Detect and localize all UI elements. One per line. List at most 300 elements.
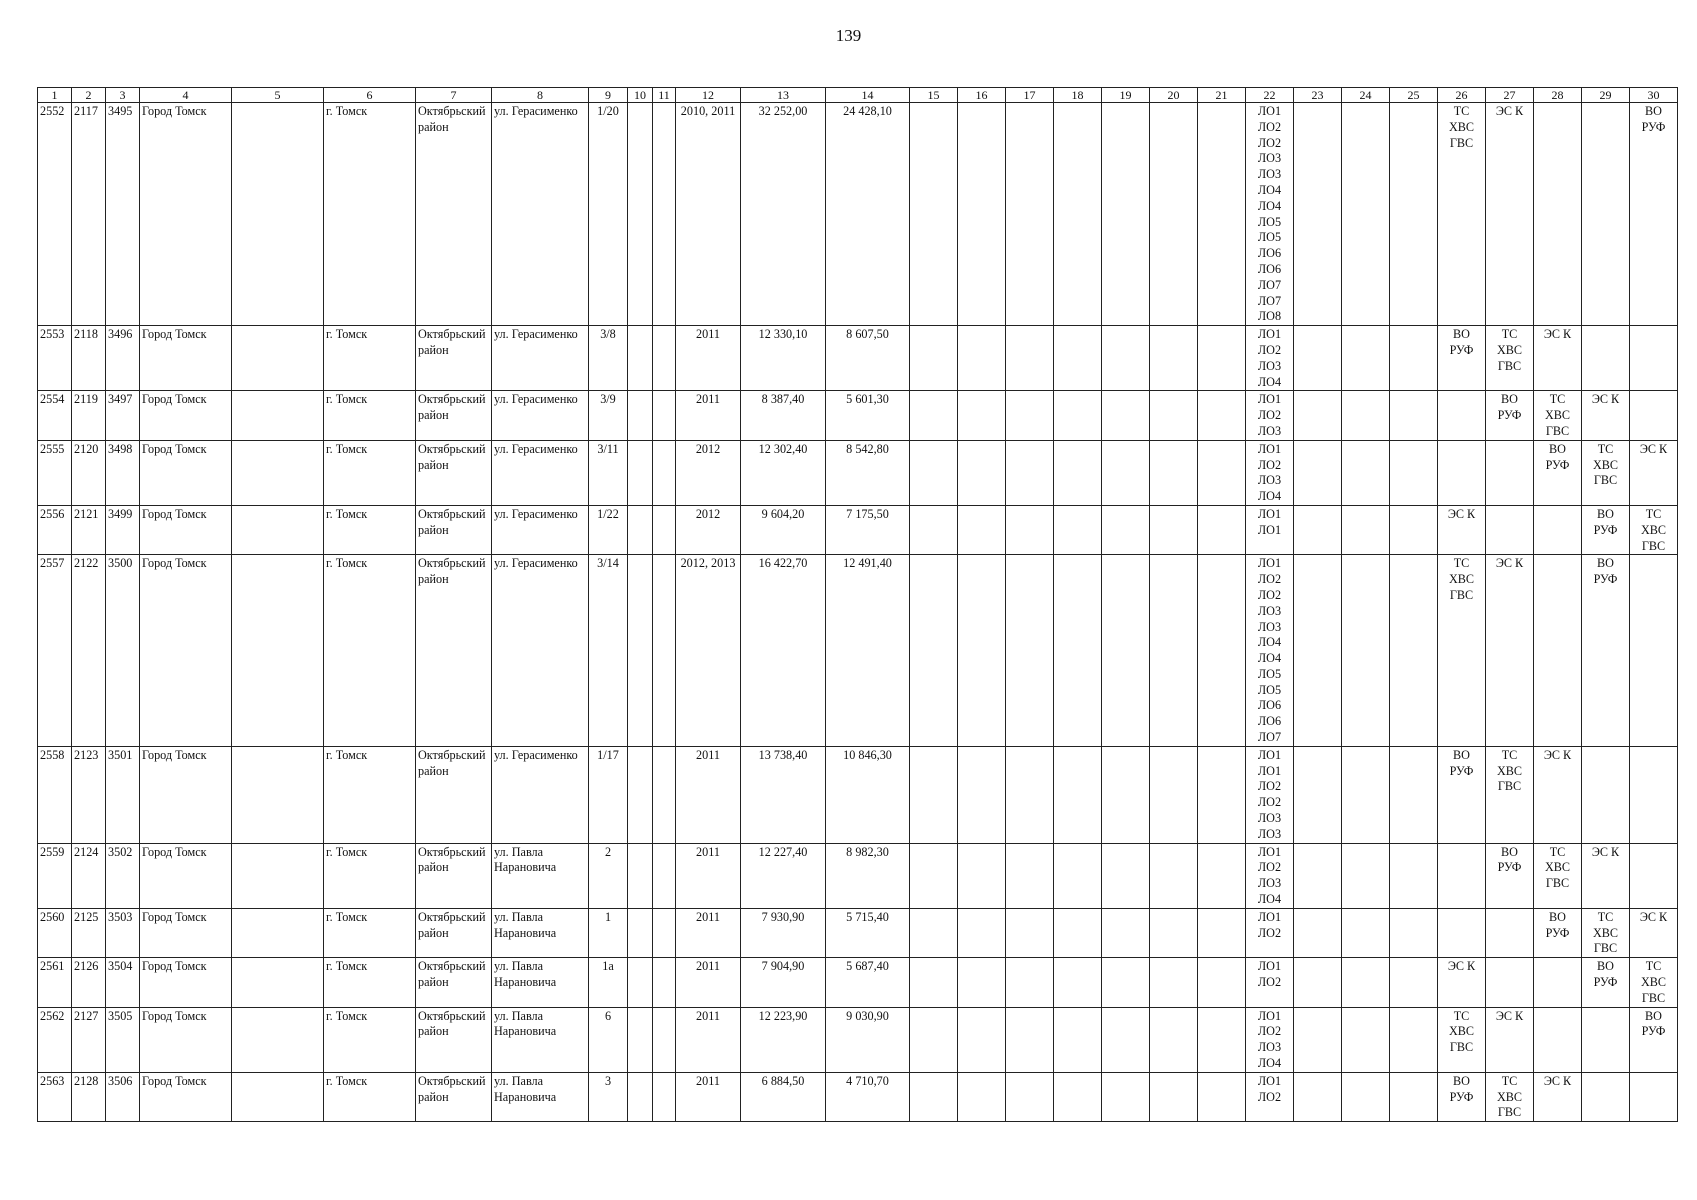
- cell-col-5: [232, 326, 324, 391]
- cell-col-25: [1390, 843, 1438, 908]
- cell-col-7: Октябрьский район: [416, 958, 492, 1007]
- cell-col-7: Октябрьский район: [416, 440, 492, 505]
- column-header-25: 25: [1390, 88, 1438, 103]
- cell-col-26: ЭС К: [1438, 958, 1486, 1007]
- cell-col-29: ВО РУФ: [1582, 555, 1630, 747]
- cell-col-18: [1054, 1007, 1102, 1072]
- cell-col-12: 2011: [676, 958, 741, 1007]
- cell-col-13: 12 223,90: [741, 1007, 826, 1072]
- cell-col-26: ТС ХВС ГВС: [1438, 103, 1486, 326]
- cell-col-18: [1054, 843, 1102, 908]
- column-header-2: 2: [72, 88, 106, 103]
- cell-col-14: 24 428,10: [826, 103, 910, 326]
- table-row: [38, 555, 1678, 747]
- cell-col-8: ул. Павла Нарановича: [492, 1072, 589, 1121]
- column-header-22: 22: [1246, 88, 1294, 103]
- cell-col-9: 1/20: [589, 103, 628, 326]
- cell-col-5: [232, 908, 324, 957]
- cell-col-2: 2117: [72, 103, 106, 326]
- cell-col-3: 3502: [106, 843, 140, 908]
- cell-col-30: [1630, 391, 1678, 440]
- cell-col-7: Октябрьский район: [416, 746, 492, 843]
- cell-col-28: ВО РУФ: [1534, 908, 1582, 957]
- cell-col-6: г. Томск: [324, 326, 416, 391]
- cell-col-17: [1006, 958, 1054, 1007]
- cell-col-11: [653, 505, 676, 554]
- cell-col-5: [232, 391, 324, 440]
- cell-col-17: [1006, 555, 1054, 747]
- cell-col-12: 2012: [676, 505, 741, 554]
- table-row: [38, 1007, 1678, 1072]
- cell-col-13: 7 904,90: [741, 958, 826, 1007]
- cell-col-13: 8 387,40: [741, 391, 826, 440]
- cell-col-19: [1102, 1007, 1150, 1072]
- cell-col-10: [628, 440, 653, 505]
- cell-col-19: [1102, 1072, 1150, 1121]
- cell-col-5: [232, 958, 324, 1007]
- cell-col-22: ЛО1 ЛО1: [1246, 505, 1294, 554]
- cell-col-15: [910, 555, 958, 747]
- table-row: [38, 908, 1678, 957]
- table-row: [38, 958, 1678, 1007]
- cell-col-16: [958, 1072, 1006, 1121]
- cell-col-27: ВО РУФ: [1486, 391, 1534, 440]
- cell-col-23: [1294, 1007, 1342, 1072]
- cell-col-5: [232, 505, 324, 554]
- cell-col-29: [1582, 1007, 1630, 1072]
- cell-col-5: [232, 746, 324, 843]
- cell-col-20: [1150, 958, 1198, 1007]
- column-header-20: 20: [1150, 88, 1198, 103]
- cell-col-9: 3/11: [589, 440, 628, 505]
- cell-col-29: [1582, 746, 1630, 843]
- page-number: 139: [835, 26, 862, 45]
- cell-col-8: ул. Павла Нарановича: [492, 843, 589, 908]
- cell-col-7: Октябрьский район: [416, 103, 492, 326]
- cell-col-20: [1150, 326, 1198, 391]
- cell-col-28: ТС ХВС ГВС: [1534, 391, 1582, 440]
- column-header-8: 8: [492, 88, 589, 103]
- cell-col-3: 3495: [106, 103, 140, 326]
- cell-col-20: [1150, 746, 1198, 843]
- column-header-9: 9: [589, 88, 628, 103]
- cell-col-14: 10 846,30: [826, 746, 910, 843]
- cell-col-1: 2560: [38, 908, 72, 957]
- cell-col-1: 2553: [38, 326, 72, 391]
- cell-col-20: [1150, 908, 1198, 957]
- cell-col-27: ВО РУФ: [1486, 843, 1534, 908]
- cell-col-21: [1198, 440, 1246, 505]
- cell-col-6: г. Томск: [324, 440, 416, 505]
- cell-col-12: 2011: [676, 843, 741, 908]
- cell-col-6: г. Томск: [324, 555, 416, 747]
- cell-col-24: [1342, 908, 1390, 957]
- cell-col-7: Октябрьский район: [416, 1072, 492, 1121]
- table-row: [38, 843, 1678, 908]
- cell-col-16: [958, 1007, 1006, 1072]
- cell-col-18: [1054, 555, 1102, 747]
- cell-col-23: [1294, 440, 1342, 505]
- cell-col-10: [628, 1007, 653, 1072]
- cell-col-24: [1342, 1007, 1390, 1072]
- cell-col-27: [1486, 505, 1534, 554]
- cell-col-25: [1390, 1072, 1438, 1121]
- column-header-17: 17: [1006, 88, 1054, 103]
- cell-col-4: Город Томск: [140, 555, 232, 747]
- cell-col-1: 2555: [38, 440, 72, 505]
- cell-col-15: [910, 908, 958, 957]
- cell-col-25: [1390, 440, 1438, 505]
- cell-col-3: 3503: [106, 908, 140, 957]
- cell-col-1: 2558: [38, 746, 72, 843]
- cell-col-2: 2119: [72, 391, 106, 440]
- cell-col-3: 3505: [106, 1007, 140, 1072]
- cell-col-8: ул. Герасименко: [492, 326, 589, 391]
- cell-col-18: [1054, 908, 1102, 957]
- cell-col-30: ТС ХВС ГВС: [1630, 505, 1678, 554]
- cell-col-9: 1/22: [589, 505, 628, 554]
- cell-col-17: [1006, 391, 1054, 440]
- column-header-26: 26: [1438, 88, 1486, 103]
- cell-col-14: 7 175,50: [826, 505, 910, 554]
- cell-col-11: [653, 746, 676, 843]
- registry-table: [37, 87, 1678, 1122]
- cell-col-10: [628, 555, 653, 747]
- cell-col-24: [1342, 746, 1390, 843]
- cell-col-2: 2121: [72, 505, 106, 554]
- cell-col-23: [1294, 908, 1342, 957]
- cell-col-19: [1102, 908, 1150, 957]
- cell-col-1: 2559: [38, 843, 72, 908]
- cell-col-23: [1294, 505, 1342, 554]
- cell-col-20: [1150, 555, 1198, 747]
- cell-col-30: [1630, 326, 1678, 391]
- cell-col-19: [1102, 555, 1150, 747]
- cell-col-2: 2124: [72, 843, 106, 908]
- cell-col-13: 12 227,40: [741, 843, 826, 908]
- cell-col-28: [1534, 555, 1582, 747]
- cell-col-24: [1342, 958, 1390, 1007]
- cell-col-27: ЭС К: [1486, 1007, 1534, 1072]
- cell-col-3: 3506: [106, 1072, 140, 1121]
- cell-col-13: 6 884,50: [741, 1072, 826, 1121]
- cell-col-21: [1198, 326, 1246, 391]
- cell-col-2: 2127: [72, 1007, 106, 1072]
- cell-col-22: ЛО1 ЛО2 ЛО2 ЛО3 ЛО3 ЛО4 ЛО4 ЛО5 ЛО5 ЛО6 ЛО6 ЛО7: [1246, 555, 1294, 747]
- cell-col-25: [1390, 326, 1438, 391]
- cell-col-11: [653, 1072, 676, 1121]
- cell-col-22: ЛО1 ЛО2 ЛО2 ЛО3 ЛО3 ЛО4 ЛО4 ЛО5 ЛО5 ЛО6 ЛО6 ЛО7 ЛО7 ЛО8: [1246, 103, 1294, 326]
- cell-col-28: [1534, 505, 1582, 554]
- cell-col-25: [1390, 555, 1438, 747]
- cell-col-6: г. Томск: [324, 958, 416, 1007]
- cell-col-15: [910, 746, 958, 843]
- cell-col-21: [1198, 1007, 1246, 1072]
- cell-col-28: [1534, 958, 1582, 1007]
- cell-col-14: 9 030,90: [826, 1007, 910, 1072]
- cell-col-30: ЭС К: [1630, 908, 1678, 957]
- cell-col-15: [910, 958, 958, 1007]
- cell-col-22: ЛО1 ЛО2 ЛО3 ЛО4: [1246, 440, 1294, 505]
- cell-col-8: ул. Герасименко: [492, 746, 589, 843]
- cell-col-22: ЛО1 ЛО2 ЛО3: [1246, 391, 1294, 440]
- cell-col-8: ул. Павла Нарановича: [492, 908, 589, 957]
- cell-col-17: [1006, 1072, 1054, 1121]
- cell-col-4: Город Томск: [140, 391, 232, 440]
- cell-col-26: ТС ХВС ГВС: [1438, 555, 1486, 747]
- column-header-15: 15: [910, 88, 958, 103]
- cell-col-25: [1390, 746, 1438, 843]
- column-header-18: 18: [1054, 88, 1102, 103]
- cell-col-16: [958, 843, 1006, 908]
- cell-col-27: ЭС К: [1486, 555, 1534, 747]
- cell-col-9: 3/14: [589, 555, 628, 747]
- cell-col-19: [1102, 843, 1150, 908]
- cell-col-24: [1342, 440, 1390, 505]
- cell-col-16: [958, 391, 1006, 440]
- cell-col-11: [653, 958, 676, 1007]
- cell-col-26: [1438, 440, 1486, 505]
- cell-col-26: [1438, 391, 1486, 440]
- cell-col-10: [628, 103, 653, 326]
- cell-col-8: ул. Герасименко: [492, 103, 589, 326]
- column-header-23: 23: [1294, 88, 1342, 103]
- cell-col-21: [1198, 908, 1246, 957]
- column-header-11: 11: [653, 88, 676, 103]
- cell-col-23: [1294, 391, 1342, 440]
- cell-col-27: ТС ХВС ГВС: [1486, 326, 1534, 391]
- cell-col-1: 2562: [38, 1007, 72, 1072]
- cell-col-12: 2011: [676, 908, 741, 957]
- cell-col-19: [1102, 440, 1150, 505]
- cell-col-4: Город Томск: [140, 746, 232, 843]
- cell-col-6: г. Томск: [324, 746, 416, 843]
- cell-col-21: [1198, 555, 1246, 747]
- cell-col-18: [1054, 1072, 1102, 1121]
- table-row: [38, 103, 1678, 326]
- cell-col-26: ТС ХВС ГВС: [1438, 1007, 1486, 1072]
- cell-col-30: ТС ХВС ГВС: [1630, 958, 1678, 1007]
- cell-col-30: ВО РУФ: [1630, 1007, 1678, 1072]
- cell-col-14: 8 542,80: [826, 440, 910, 505]
- cell-col-28: [1534, 103, 1582, 326]
- cell-col-21: [1198, 505, 1246, 554]
- cell-col-13: 12 302,40: [741, 440, 826, 505]
- cell-col-10: [628, 326, 653, 391]
- cell-col-6: г. Томск: [324, 1007, 416, 1072]
- cell-col-10: [628, 391, 653, 440]
- cell-col-1: 2556: [38, 505, 72, 554]
- cell-col-3: 3504: [106, 958, 140, 1007]
- cell-col-19: [1102, 746, 1150, 843]
- cell-col-30: [1630, 746, 1678, 843]
- cell-col-5: [232, 843, 324, 908]
- cell-col-22: ЛО1 ЛО2: [1246, 908, 1294, 957]
- cell-col-30: ВО РУФ: [1630, 103, 1678, 326]
- cell-col-14: 8 607,50: [826, 326, 910, 391]
- cell-col-11: [653, 843, 676, 908]
- cell-col-15: [910, 1007, 958, 1072]
- cell-col-25: [1390, 1007, 1438, 1072]
- cell-col-1: 2557: [38, 555, 72, 747]
- column-header-24: 24: [1342, 88, 1390, 103]
- cell-col-1: 2561: [38, 958, 72, 1007]
- cell-col-30: [1630, 555, 1678, 747]
- cell-col-24: [1342, 391, 1390, 440]
- cell-col-14: 5 687,40: [826, 958, 910, 1007]
- cell-col-9: 1/17: [589, 746, 628, 843]
- column-header-27: 27: [1486, 88, 1534, 103]
- cell-col-8: ул. Павла Нарановича: [492, 958, 589, 1007]
- table-row: [38, 391, 1678, 440]
- cell-col-13: 9 604,20: [741, 505, 826, 554]
- cell-col-13: 16 422,70: [741, 555, 826, 747]
- cell-col-20: [1150, 103, 1198, 326]
- cell-col-16: [958, 326, 1006, 391]
- cell-col-17: [1006, 440, 1054, 505]
- cell-col-15: [910, 440, 958, 505]
- cell-col-13: 32 252,00: [741, 103, 826, 326]
- cell-col-8: ул. Герасименко: [492, 391, 589, 440]
- cell-col-22: ЛО1 ЛО2 ЛО3 ЛО4: [1246, 843, 1294, 908]
- cell-col-27: ТС ХВС ГВС: [1486, 1072, 1534, 1121]
- cell-col-5: [232, 440, 324, 505]
- cell-col-18: [1054, 103, 1102, 326]
- cell-col-4: Город Томск: [140, 843, 232, 908]
- cell-col-28: ЭС К: [1534, 326, 1582, 391]
- cell-col-15: [910, 103, 958, 326]
- cell-col-20: [1150, 1007, 1198, 1072]
- cell-col-6: г. Томск: [324, 843, 416, 908]
- cell-col-26: ВО РУФ: [1438, 326, 1486, 391]
- cell-col-9: 3/8: [589, 326, 628, 391]
- cell-col-3: 3499: [106, 505, 140, 554]
- cell-col-11: [653, 326, 676, 391]
- cell-col-25: [1390, 908, 1438, 957]
- cell-col-23: [1294, 958, 1342, 1007]
- cell-col-4: Город Томск: [140, 505, 232, 554]
- table-row: [38, 505, 1678, 554]
- cell-col-28: ВО РУФ: [1534, 440, 1582, 505]
- cell-col-4: Город Томск: [140, 908, 232, 957]
- cell-col-28: ТС ХВС ГВС: [1534, 843, 1582, 908]
- cell-col-15: [910, 326, 958, 391]
- cell-col-24: [1342, 103, 1390, 326]
- cell-col-26: [1438, 843, 1486, 908]
- column-header-5: 5: [232, 88, 324, 103]
- cell-col-22: ЛО1 ЛО2: [1246, 958, 1294, 1007]
- cell-col-12: 2011: [676, 1007, 741, 1072]
- cell-col-6: г. Томск: [324, 103, 416, 326]
- cell-col-26: ВО РУФ: [1438, 746, 1486, 843]
- table-row: [38, 746, 1678, 843]
- cell-col-27: ЭС К: [1486, 103, 1534, 326]
- cell-col-8: ул. Герасименко: [492, 555, 589, 747]
- cell-col-12: 2012: [676, 440, 741, 505]
- cell-col-21: [1198, 391, 1246, 440]
- cell-col-24: [1342, 326, 1390, 391]
- cell-col-10: [628, 908, 653, 957]
- cell-col-14: 5 601,30: [826, 391, 910, 440]
- cell-col-13: 13 738,40: [741, 746, 826, 843]
- cell-col-5: [232, 1072, 324, 1121]
- cell-col-4: Город Томск: [140, 326, 232, 391]
- cell-col-16: [958, 746, 1006, 843]
- cell-col-11: [653, 103, 676, 326]
- cell-col-7: Октябрьский район: [416, 391, 492, 440]
- cell-col-4: Город Томск: [140, 1072, 232, 1121]
- cell-col-17: [1006, 505, 1054, 554]
- cell-col-7: Октябрьский район: [416, 1007, 492, 1072]
- cell-col-5: [232, 1007, 324, 1072]
- cell-col-18: [1054, 746, 1102, 843]
- cell-col-20: [1150, 843, 1198, 908]
- cell-col-3: 3497: [106, 391, 140, 440]
- cell-col-20: [1150, 1072, 1198, 1121]
- column-header-10: 10: [628, 88, 653, 103]
- cell-col-29: [1582, 103, 1630, 326]
- cell-col-13: 12 330,10: [741, 326, 826, 391]
- cell-col-23: [1294, 555, 1342, 747]
- column-header-29: 29: [1582, 88, 1630, 103]
- cell-col-20: [1150, 440, 1198, 505]
- cell-col-17: [1006, 746, 1054, 843]
- cell-col-29: ЭС К: [1582, 843, 1630, 908]
- cell-col-25: [1390, 958, 1438, 1007]
- column-header-4: 4: [140, 88, 232, 103]
- cell-col-14: 4 710,70: [826, 1072, 910, 1121]
- cell-col-3: 3498: [106, 440, 140, 505]
- cell-col-22: ЛО1 ЛО2: [1246, 1072, 1294, 1121]
- cell-col-11: [653, 555, 676, 747]
- cell-col-24: [1342, 1072, 1390, 1121]
- cell-col-18: [1054, 440, 1102, 505]
- cell-col-7: Октябрьский район: [416, 843, 492, 908]
- table-row: [38, 1072, 1678, 1121]
- cell-col-23: [1294, 326, 1342, 391]
- cell-col-29: ЭС К: [1582, 391, 1630, 440]
- cell-col-16: [958, 908, 1006, 957]
- cell-col-30: [1630, 1072, 1678, 1121]
- cell-col-6: г. Томск: [324, 908, 416, 957]
- cell-col-29: ВО РУФ: [1582, 505, 1630, 554]
- cell-col-4: Город Томск: [140, 440, 232, 505]
- cell-col-21: [1198, 843, 1246, 908]
- cell-col-12: 2011: [676, 1072, 741, 1121]
- cell-col-29: ТС ХВС ГВС: [1582, 440, 1630, 505]
- cell-col-6: г. Томск: [324, 1072, 416, 1121]
- cell-col-16: [958, 505, 1006, 554]
- cell-col-10: [628, 746, 653, 843]
- cell-col-19: [1102, 103, 1150, 326]
- cell-col-24: [1342, 843, 1390, 908]
- cell-col-29: [1582, 1072, 1630, 1121]
- cell-col-23: [1294, 746, 1342, 843]
- column-number-row: [38, 88, 1678, 103]
- column-header-16: 16: [958, 88, 1006, 103]
- cell-col-25: [1390, 103, 1438, 326]
- cell-col-11: [653, 908, 676, 957]
- cell-col-30: [1630, 843, 1678, 908]
- cell-col-15: [910, 1072, 958, 1121]
- cell-col-4: Город Томск: [140, 103, 232, 326]
- cell-col-11: [653, 440, 676, 505]
- cell-col-5: [232, 555, 324, 747]
- cell-col-23: [1294, 1072, 1342, 1121]
- cell-col-1: 2554: [38, 391, 72, 440]
- cell-col-28: [1534, 1007, 1582, 1072]
- cell-col-26: ЭС К: [1438, 505, 1486, 554]
